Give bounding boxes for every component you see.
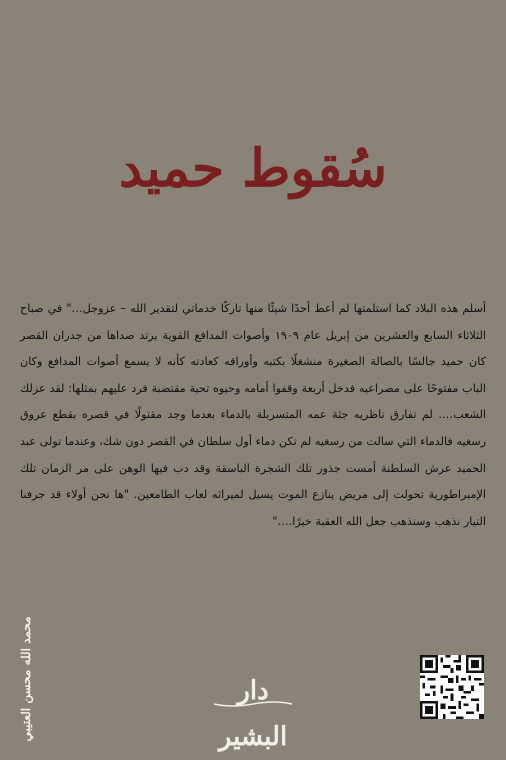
author-name: محمد الله محسن العتيبي (19, 616, 33, 742)
author-signature (14, 616, 38, 742)
back-cover-blurb (20, 296, 486, 535)
qr-code[interactable] (420, 655, 484, 719)
book-title: سُقوط حميد (118, 138, 388, 199)
publisher-logo: دار البشير (218, 676, 288, 752)
publisher-logo-swash (212, 700, 294, 708)
blurb-text: أسلم هذه البلاد كما استلمتها لم أعط أحدًا شيئًا منها تاركًا خدماتي لتقدير الله – عزوجل…" في صباح الثلاثاء السابع والعشرين من إبريل عام ١٩٠٩ وأصوات المدافع القوية يرتد صداها من جدران القصر كان حميد جالسًا بالصالة الصغيرة منشغلًا بكتبه وأوراقه كعادته كأنه لا يسمع أصوات المدافع وكان الباب مفتوحًا على مصراعيه فدخل أربعة وقفوا أمامه وحيوه تحية مقتضبة فرد عليهم بمثلها: لقد عزلك الشعب…. لم تفارق ناظريه جثة عمه المتسربلة بالدماء بعدما وجد مقتولًا في قصره بقطع عروق رسغيه فالدماء التي سالت من رسغيه لم تكن دماء أول سلطان في القصر دون شك، وعندما تولى عبد الحميد عرش السلطنة أمست جذور تلك الشجرة الباسقة وقد دب فيها الوهن على مر الزمان تلك الإمبراطورية تحولت إلى مريض ينازع الموت يسيل لميراثه لعاب الطامعين. "ها نحن أولاء قد جرفنا التيار نذهب وسنذهب جعل الله العقبة خيرًا…." (20, 302, 486, 528)
